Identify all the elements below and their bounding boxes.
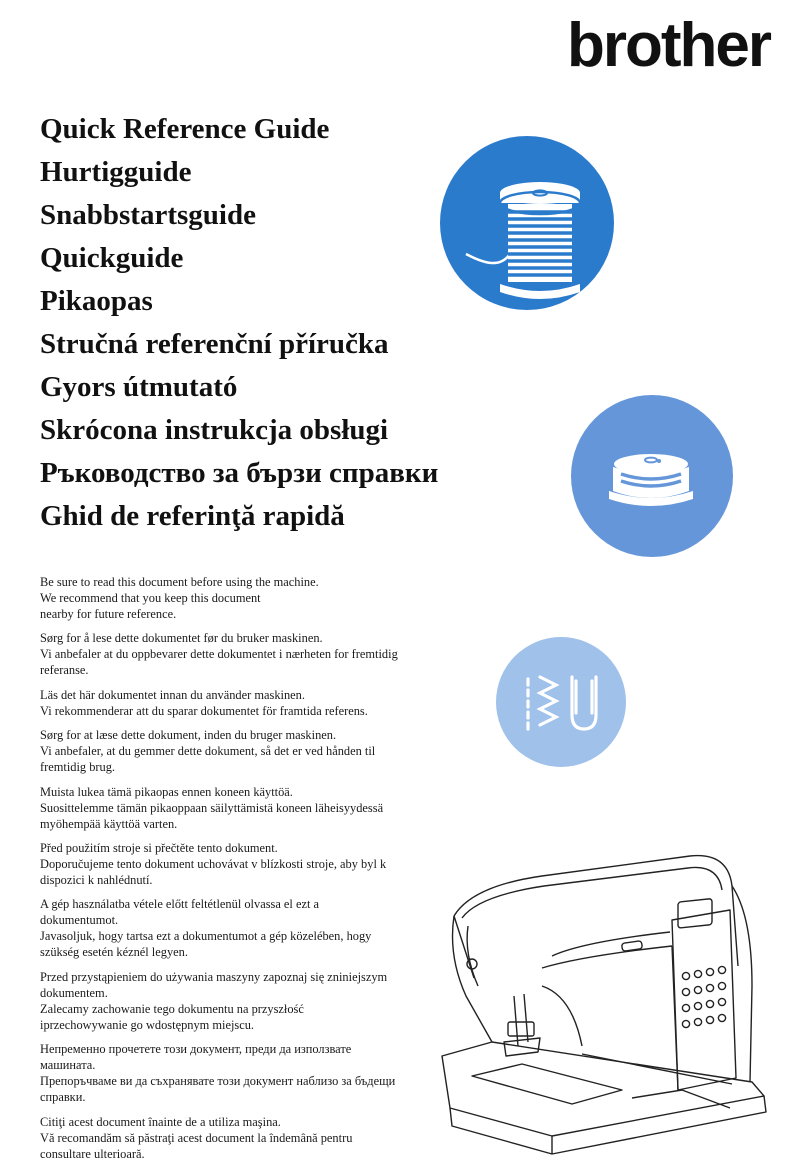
notice-polish: Przed przystąpieniem do używania maszyny zapoznaj się zniniejszym dokumentem. Zalecamy zachowanie tego dokumentu na przyszłość iprzechowywanie go wdostępnym miejscu. [40, 969, 388, 1032]
title-czech: Stručná referenční příručka [40, 328, 389, 360]
notice-finnish: Muista lukea tämä pikaopas ennen koneen käyttöä. Suosittelemme tämän pikaoppaan säilyttämistä koneen läheisyydessä myöhempää käyttöä varten. [40, 784, 384, 831]
title-romanian: Ghid de referinţă rapidă [40, 500, 345, 532]
sewing-machine-illustration [432, 846, 776, 1156]
notice-swedish: Läs det här dokumentet innan du använder maskinen. Vi rekommenderar att du sparar dokumentet för framtida referens. [40, 687, 368, 718]
title-danish: Quickguide [40, 242, 184, 274]
notice-czech: Před použitím stroje si přečtěte tento dokument. Doporučujeme tento dokument uchovávat v blízkosti stroje, aby byl k dispozici k nahlédnutí. [40, 840, 387, 887]
notice-hungarian: A gép használatba vétele előtt feltétlenül olvassa el ezt a dokumentumot. Javasoljuk, hogy tartsa ezt a dokumentumot a gép közelében, hogy szükség esetén kéznél legyen. [40, 897, 372, 960]
bobbin-icon [571, 395, 733, 557]
notice-bulgarian: Непременно прочетете този документ, преди да използвате машината. Препоръчваме ви да съхранявате този документ наблизо за бъдещи справки. [40, 1042, 396, 1105]
stitch-patterns-badge [496, 637, 626, 767]
notice-norwegian: Sørg for å lese dette dokumentet før du bruker maskinen. Vi anbefaler at du oppbevarer dette dokumentet i nærheten for fremtidig referanse. [40, 631, 398, 678]
thread-spool-badge [440, 136, 614, 310]
guide-titles [40, 108, 470, 538]
notice-english: Be sure to read this document before using the machine. We recommend that you keep this document nearby for future reference. [40, 575, 319, 621]
title-english: Quick Reference Guide [40, 113, 330, 145]
thread-spool-icon [440, 136, 614, 310]
notice-paragraphs [40, 574, 410, 1170]
title-finnish: Pikaopas [40, 285, 153, 317]
brother-logo: brother [567, 11, 770, 80]
title-swedish: Snabbstartsguide [40, 199, 256, 231]
title-polish: Skrócona instrukcja obsługi [40, 414, 389, 446]
title-hungarian: Gyors útmutató [40, 371, 238, 403]
title-norwegian: Hurtigguide [40, 156, 192, 188]
bobbin-badge [571, 395, 733, 557]
title-bulgarian: Ръководство за бързи справки [40, 457, 439, 489]
stitch-patterns-icon [496, 637, 626, 767]
notice-romanian: Citiţi acest document înainte de a utiliza maşina. Vă recomandăm să păstraţi acest document la îndemână pentru consultare ulterioară. [40, 1114, 353, 1161]
notice-danish: Sørg for at læse dette dokument, inden du bruger maskinen. Vi anbefaler, at du gemmer dette dokument, så det er ved hånden til fremtidig brug. [40, 728, 376, 775]
